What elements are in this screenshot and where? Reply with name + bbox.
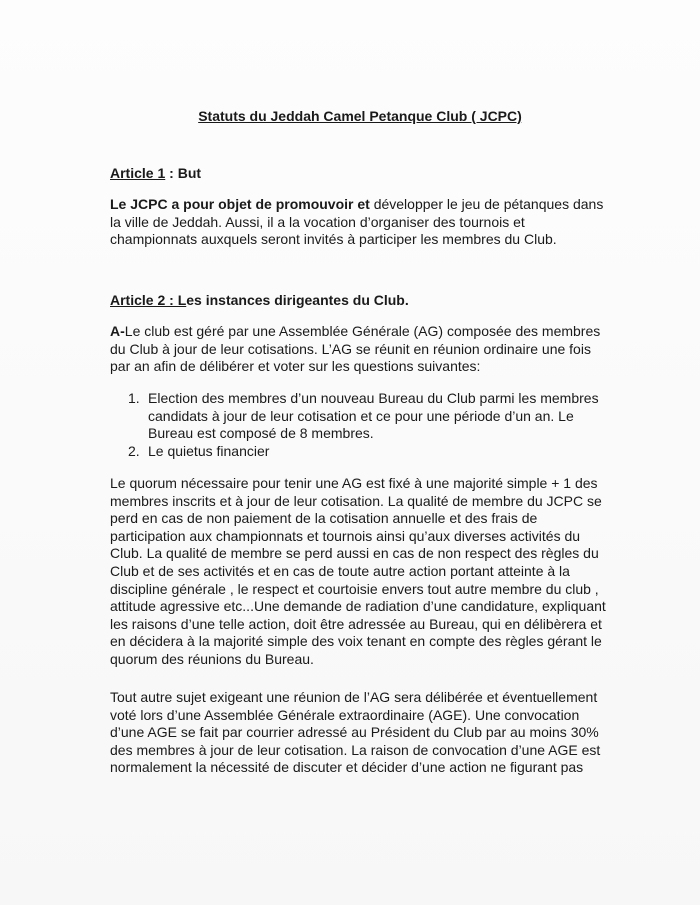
article-2-heading <box>110 292 409 310</box>
article-1-heading <box>110 165 201 183</box>
article-1-label: Article 1 <box>110 165 166 181</box>
article-1-paragraph <box>110 196 610 249</box>
article-2-title: es instances dirigeantes du Club. <box>186 292 409 308</box>
article-1-bold-text: Le JCPC a pour objet de promouvoir et <box>110 196 370 212</box>
article-2-section-a <box>110 323 610 376</box>
document-title: Statuts du Jeddah Camel Petanque Club ( JCPC) <box>198 108 522 124</box>
list-item-number: 2. <box>128 442 140 459</box>
article-1-separator: : <box>165 165 178 181</box>
list-item-text: Le quietus financier <box>148 442 270 459</box>
list-item-text: Election des membres d’un nouveau Bureau du Club parmi les membres candidats à jour de leur cotisation et ce pour une période d’un an. Le Bureau est composé de 8 membres. <box>148 390 599 442</box>
article-2-label: Article 2 : L <box>110 292 187 308</box>
section-a-label: A- <box>110 323 125 339</box>
agenda-list <box>110 390 610 460</box>
age-paragraph: Tout autre sujet exigeant une réunion de l’AG sera délibérée et éventuellement voté lors d’une Assemblée Générale extraordinaire (AGE). Une convocation d’une AGE se fait par courrier adressé au Président du Club par au moins 30% des membres à jour de leur cotisation. La raison de convocation d’une AGE est normalement la nécessité de discuter et décider d’une action ne figurant pas <box>110 689 601 776</box>
section-a-text: Le club est géré par une Assemblée Générale (AG) composée des membres du Club à jour de leur cotisations. L’AG se réunit en réunion ordinaire une fois par an afin de délibérer et voter sur les questions suivantes: <box>110 323 601 375</box>
list-item <box>110 443 610 461</box>
article-1-title: But <box>177 165 202 181</box>
list-item-number: 1. <box>128 390 140 406</box>
article-1-text: développer le jeu de pétanques dans la ville de Jeddah. Aussi, il a la vocation d’organiser des tournois et championnats auxquels seront invités à participer les membres du Club. <box>110 196 604 248</box>
quorum-paragraph: Le quorum nécessaire pour tenir une AG est fixé à une majorité simple + 1 des membres inscrits et à jour de leur cotisation. La qualité de membre du JCPC se perd en cas de non paiement de la cotisation annuelle et des frais de participation aux championnats et tournois ainsi qu’aux diverses activités du Club. La qualité de membre se perd aussi en cas de non respect des règles du Club et de ses activités et en cas de toute autre action portant atteinte à la discipline générale , le respect et courtoisie envers tout autre membre du club , attitude agressive etc...Une demande de radiation d’une candidature, expliquant les raisons d’une telle action, doit être adressée au Bureau, qui en délibèrera et en décidera à la majorité simple des voix tenant en compte des règles gérant le quorum des réunions du Bureau. <box>110 475 606 667</box>
list-item <box>110 390 610 443</box>
